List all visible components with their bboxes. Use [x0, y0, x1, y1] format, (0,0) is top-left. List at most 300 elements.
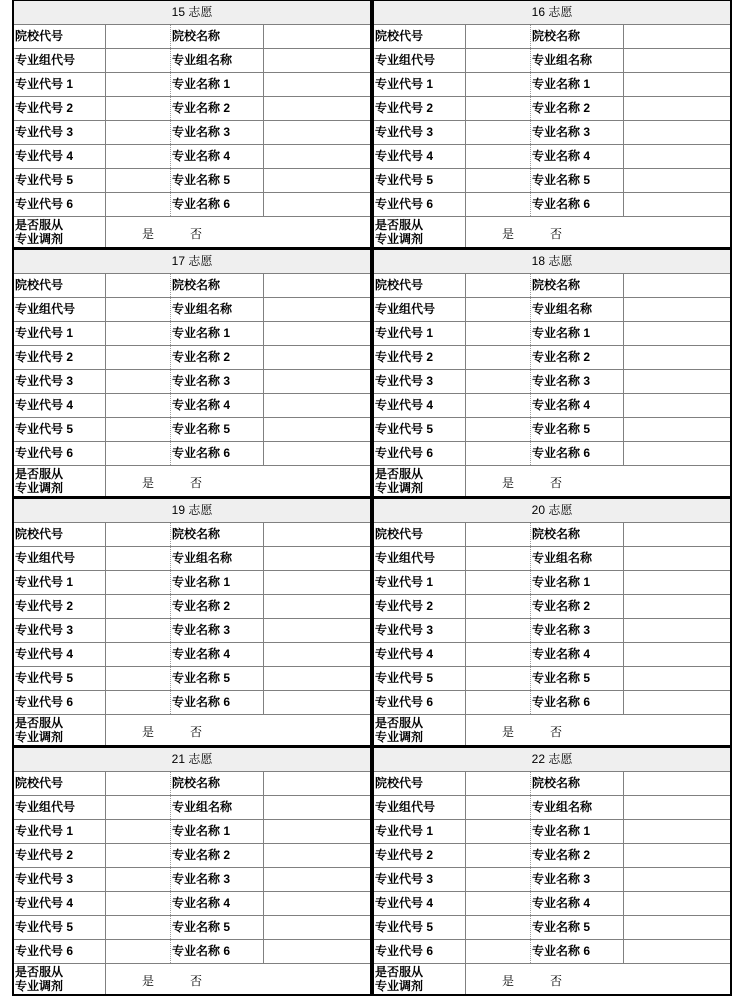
- name-input-cell[interactable]: [624, 643, 730, 666]
- code-input-cell[interactable]: [466, 667, 531, 690]
- code-input-cell[interactable]: [466, 322, 531, 345]
- field-label: 专业代号 3: [374, 370, 466, 393]
- name-input-cell[interactable]: [264, 418, 370, 441]
- name-input-cell[interactable]: [624, 322, 730, 345]
- field-label: 专业代号 2: [14, 97, 106, 120]
- code-input-cell[interactable]: [106, 394, 171, 417]
- field-label: 专业代号 3: [14, 370, 106, 393]
- adjust-yes-option[interactable]: 是: [502, 227, 515, 241]
- name-input-cell[interactable]: [624, 547, 730, 570]
- field-label: 专业代号 4: [14, 643, 106, 666]
- adjustment-row: [374, 715, 730, 745]
- code-input-cell[interactable]: [466, 169, 531, 192]
- code-input-cell[interactable]: [466, 346, 531, 369]
- code-input-cell[interactable]: [466, 619, 531, 642]
- major-row: [14, 97, 370, 121]
- code-input-cell[interactable]: [466, 796, 531, 819]
- volunteer-block: [372, 0, 732, 249]
- code-input-cell[interactable]: [466, 691, 531, 714]
- name-input-cell[interactable]: [624, 298, 730, 321]
- field-label: 专业名称 6: [171, 940, 264, 963]
- name-input-cell[interactable]: [624, 73, 730, 96]
- field-label: 院校名称: [171, 523, 264, 546]
- name-input-cell[interactable]: [624, 121, 730, 144]
- adjust-no-option[interactable]: 否: [550, 974, 563, 988]
- code-input-cell[interactable]: [106, 547, 171, 570]
- field-label: 院校代号: [374, 772, 466, 795]
- code-input-cell[interactable]: [106, 772, 171, 795]
- field-label: 专业组名称: [531, 49, 624, 72]
- name-input-cell[interactable]: [624, 394, 730, 417]
- code-input-cell[interactable]: [466, 370, 531, 393]
- field-label: 专业名称 4: [531, 394, 624, 417]
- name-input-cell[interactable]: [264, 940, 370, 963]
- code-input-cell[interactable]: [466, 940, 531, 963]
- field-label: 专业代号 3: [374, 868, 466, 891]
- adjust-yes-option[interactable]: 是: [142, 974, 155, 988]
- name-input-cell[interactable]: [624, 667, 730, 690]
- code-input-cell[interactable]: [106, 49, 171, 72]
- code-input-cell[interactable]: [466, 298, 531, 321]
- name-input-cell[interactable]: [264, 772, 370, 795]
- code-input-cell[interactable]: [106, 97, 171, 120]
- name-input-cell[interactable]: [264, 892, 370, 915]
- code-input-cell[interactable]: [106, 193, 171, 216]
- group-row: [374, 298, 730, 322]
- field-label: 专业名称 4: [171, 145, 264, 168]
- code-input-cell[interactable]: [106, 643, 171, 666]
- field-label: 专业代号 4: [14, 145, 106, 168]
- volunteer-block: [372, 747, 732, 996]
- code-input-cell[interactable]: [466, 820, 531, 843]
- field-label: 专业名称 5: [171, 916, 264, 939]
- field-label: 专业代号 2: [374, 844, 466, 867]
- field-label: 专业代号 5: [14, 667, 106, 690]
- field-label: 专业代号 3: [374, 619, 466, 642]
- field-label: 专业代号 6: [14, 442, 106, 465]
- code-input-cell[interactable]: [106, 868, 171, 891]
- volunteer-block-title: 22 志愿: [374, 747, 730, 772]
- name-input-cell[interactable]: [624, 97, 730, 120]
- adjustment-label: 是否服从 专业调剂: [14, 715, 106, 745]
- name-input-cell[interactable]: [624, 523, 730, 546]
- code-input-cell[interactable]: [106, 418, 171, 441]
- field-label: 专业名称 5: [531, 667, 624, 690]
- name-input-cell[interactable]: [624, 145, 730, 168]
- major-row: [14, 595, 370, 619]
- code-input-cell[interactable]: [106, 691, 171, 714]
- field-label: 专业名称 3: [531, 868, 624, 891]
- name-input-cell[interactable]: [624, 571, 730, 594]
- code-input-cell[interactable]: [106, 145, 171, 168]
- field-label: 专业名称 4: [531, 145, 624, 168]
- major-row: [14, 169, 370, 193]
- code-input-cell[interactable]: [106, 916, 171, 939]
- adjust-yes-option[interactable]: 是: [502, 476, 515, 490]
- code-input-cell[interactable]: [106, 940, 171, 963]
- major-row: [14, 916, 370, 940]
- name-input-cell[interactable]: [624, 772, 730, 795]
- field-label: 专业代号 5: [374, 667, 466, 690]
- field-label: 专业组代号: [14, 298, 106, 321]
- code-input-cell[interactable]: [466, 868, 531, 891]
- field-label: 院校名称: [171, 25, 264, 48]
- name-input-cell[interactable]: [264, 49, 370, 72]
- name-input-cell[interactable]: [264, 796, 370, 819]
- field-label: 专业代号 4: [14, 892, 106, 915]
- field-label: 专业名称 1: [171, 571, 264, 594]
- field-label: 专业名称 5: [171, 418, 264, 441]
- name-input-cell[interactable]: [624, 916, 730, 939]
- name-input-cell[interactable]: [624, 442, 730, 465]
- name-input-cell[interactable]: [264, 691, 370, 714]
- code-input-cell[interactable]: [106, 322, 171, 345]
- code-input-cell[interactable]: [466, 418, 531, 441]
- field-label: 专业名称 2: [171, 844, 264, 867]
- name-input-cell[interactable]: [264, 916, 370, 939]
- adjust-yes-option[interactable]: 是: [502, 725, 515, 739]
- volunteer-form-sheet: [12, 0, 732, 996]
- name-input-cell[interactable]: [624, 49, 730, 72]
- code-input-cell[interactable]: [106, 820, 171, 843]
- field-label: 专业名称 1: [171, 322, 264, 345]
- field-label: 专业名称 5: [531, 418, 624, 441]
- name-input-cell[interactable]: [624, 418, 730, 441]
- field-label: 专业组名称: [531, 547, 624, 570]
- major-row: [374, 370, 730, 394]
- adjustment-label: 是否服从 专业调剂: [374, 217, 466, 247]
- major-row: [374, 868, 730, 892]
- adjust-yes-option[interactable]: 是: [502, 974, 515, 988]
- field-label: 专业代号 1: [14, 322, 106, 345]
- field-label: 专业组代号: [374, 49, 466, 72]
- name-input-cell[interactable]: [624, 346, 730, 369]
- code-input-cell[interactable]: [466, 595, 531, 618]
- major-row: [374, 667, 730, 691]
- field-label: 专业名称 3: [171, 370, 264, 393]
- code-input-cell[interactable]: [466, 442, 531, 465]
- volunteer-block-title: 18 志愿: [374, 249, 730, 274]
- field-label: 专业代号 5: [374, 418, 466, 441]
- name-input-cell[interactable]: [264, 820, 370, 843]
- code-input-cell[interactable]: [106, 442, 171, 465]
- code-input-cell[interactable]: [466, 73, 531, 96]
- field-label: 专业名称 6: [531, 193, 624, 216]
- field-label: 专业名称 6: [171, 691, 264, 714]
- code-input-cell[interactable]: [466, 571, 531, 594]
- adjustment-label: 是否服从 专业调剂: [14, 466, 106, 496]
- adjustment-row: [374, 466, 730, 496]
- code-input-cell[interactable]: [106, 844, 171, 867]
- code-input-cell[interactable]: [466, 97, 531, 120]
- field-label: 专业名称 1: [531, 571, 624, 594]
- field-label: 专业名称 5: [531, 916, 624, 939]
- field-label: 专业名称 6: [171, 193, 264, 216]
- code-input-cell[interactable]: [466, 523, 531, 546]
- code-input-cell[interactable]: [466, 121, 531, 144]
- name-input-cell[interactable]: [264, 322, 370, 345]
- field-label: 院校代号: [14, 25, 106, 48]
- adjustment-options: [106, 715, 370, 745]
- name-input-cell[interactable]: [264, 547, 370, 570]
- major-row: [374, 442, 730, 466]
- name-input-cell[interactable]: [264, 643, 370, 666]
- adjustment-row: [14, 715, 370, 745]
- field-label: 专业代号 3: [374, 121, 466, 144]
- name-input-cell[interactable]: [624, 274, 730, 297]
- adjust-yes-option[interactable]: 是: [142, 476, 155, 490]
- field-label: 专业名称 1: [531, 322, 624, 345]
- field-label: 专业代号 1: [14, 571, 106, 594]
- code-input-cell[interactable]: [106, 346, 171, 369]
- code-input-cell[interactable]: [106, 73, 171, 96]
- major-row: [14, 844, 370, 868]
- adjustment-options: [466, 217, 730, 247]
- field-label: 专业名称 2: [531, 97, 624, 120]
- name-input-cell[interactable]: [264, 193, 370, 216]
- field-label: 专业代号 3: [14, 868, 106, 891]
- adjust-no-option[interactable]: 否: [550, 725, 563, 739]
- name-input-cell[interactable]: [264, 274, 370, 297]
- code-input-cell[interactable]: [466, 916, 531, 939]
- group-row: [14, 49, 370, 73]
- name-input-cell[interactable]: [624, 868, 730, 891]
- name-input-cell[interactable]: [264, 523, 370, 546]
- field-label: 专业代号 6: [374, 193, 466, 216]
- name-input-cell[interactable]: [264, 25, 370, 48]
- major-row: [374, 691, 730, 715]
- volunteer-block-title: 19 志愿: [14, 498, 370, 523]
- field-label: 专业名称 5: [531, 169, 624, 192]
- name-input-cell[interactable]: [264, 442, 370, 465]
- name-input-cell[interactable]: [264, 73, 370, 96]
- field-label: 专业代号 5: [14, 916, 106, 939]
- name-input-cell[interactable]: [264, 298, 370, 321]
- field-label: 院校名称: [531, 25, 624, 48]
- field-label: 专业代号 4: [374, 394, 466, 417]
- field-label: 专业名称 1: [531, 820, 624, 843]
- code-input-cell[interactable]: [466, 25, 531, 48]
- field-label: 专业组名称: [531, 796, 624, 819]
- major-row: [374, 394, 730, 418]
- major-row: [374, 121, 730, 145]
- code-input-cell[interactable]: [466, 643, 531, 666]
- field-label: 专业名称 2: [171, 97, 264, 120]
- volunteer-block: [12, 498, 372, 747]
- field-label: 专业名称 6: [531, 940, 624, 963]
- field-label: 专业代号 5: [14, 418, 106, 441]
- code-input-cell[interactable]: [466, 193, 531, 216]
- major-row: [374, 169, 730, 193]
- name-input-cell[interactable]: [624, 25, 730, 48]
- name-input-cell[interactable]: [624, 370, 730, 393]
- school-row: [374, 523, 730, 547]
- adjust-no-option[interactable]: 否: [190, 974, 203, 988]
- code-input-cell[interactable]: [106, 274, 171, 297]
- code-input-cell[interactable]: [106, 523, 171, 546]
- field-label: 专业名称 1: [171, 820, 264, 843]
- major-row: [14, 322, 370, 346]
- field-label: 专业组名称: [171, 796, 264, 819]
- field-label: 院校代号: [374, 523, 466, 546]
- adjustment-label: 是否服从 专业调剂: [374, 715, 466, 745]
- code-input-cell[interactable]: [106, 796, 171, 819]
- adjust-no-option[interactable]: 否: [190, 725, 203, 739]
- major-row: [374, 322, 730, 346]
- major-row: [14, 145, 370, 169]
- volunteer-block: [12, 249, 372, 498]
- major-row: [14, 868, 370, 892]
- field-label: 专业代号 4: [374, 145, 466, 168]
- code-input-cell[interactable]: [106, 25, 171, 48]
- name-input-cell[interactable]: [624, 844, 730, 867]
- field-label: 专业代号 1: [374, 820, 466, 843]
- name-input-cell[interactable]: [264, 595, 370, 618]
- major-row: [374, 193, 730, 217]
- major-row: [374, 619, 730, 643]
- field-label: 院校代号: [14, 772, 106, 795]
- field-label: 专业名称 2: [531, 844, 624, 867]
- code-input-cell[interactable]: [106, 571, 171, 594]
- adjust-yes-option[interactable]: 是: [142, 725, 155, 739]
- field-label: 专业代号 4: [14, 394, 106, 417]
- major-row: [374, 892, 730, 916]
- field-label: 专业代号 1: [14, 73, 106, 96]
- name-input-cell[interactable]: [264, 145, 370, 168]
- name-input-cell[interactable]: [264, 97, 370, 120]
- major-row: [14, 193, 370, 217]
- code-input-cell[interactable]: [106, 619, 171, 642]
- code-input-cell[interactable]: [106, 169, 171, 192]
- code-input-cell[interactable]: [466, 49, 531, 72]
- name-input-cell[interactable]: [264, 394, 370, 417]
- adjust-no-option[interactable]: 否: [190, 476, 203, 490]
- code-input-cell[interactable]: [466, 844, 531, 867]
- adjustment-label: 是否服从 专业调剂: [14, 217, 106, 247]
- field-label: 专业名称 3: [171, 121, 264, 144]
- adjustment-options: [106, 217, 370, 247]
- group-row: [374, 796, 730, 820]
- name-input-cell[interactable]: [624, 691, 730, 714]
- name-input-cell[interactable]: [264, 868, 370, 891]
- name-input-cell[interactable]: [624, 193, 730, 216]
- field-label: 专业组名称: [171, 49, 264, 72]
- field-label: 专业代号 3: [14, 619, 106, 642]
- name-input-cell[interactable]: [624, 820, 730, 843]
- field-label: 专业名称 2: [171, 595, 264, 618]
- field-label: 专业名称 2: [531, 595, 624, 618]
- major-row: [14, 820, 370, 844]
- adjustment-label: 是否服从 专业调剂: [14, 964, 106, 994]
- code-input-cell[interactable]: [466, 892, 531, 915]
- code-input-cell[interactable]: [106, 667, 171, 690]
- field-label: 专业组名称: [171, 547, 264, 570]
- name-input-cell[interactable]: [264, 844, 370, 867]
- field-label: 专业名称 5: [171, 667, 264, 690]
- field-label: 院校名称: [171, 274, 264, 297]
- field-label: 专业名称 2: [171, 346, 264, 369]
- field-label: 院校代号: [14, 523, 106, 546]
- code-input-cell[interactable]: [106, 370, 171, 393]
- field-label: 专业名称 6: [531, 691, 624, 714]
- major-row: [14, 442, 370, 466]
- field-label: 专业名称 6: [531, 442, 624, 465]
- field-label: 专业代号 1: [374, 73, 466, 96]
- adjustment-label: 是否服从 专业调剂: [374, 466, 466, 496]
- adjust-no-option[interactable]: 否: [550, 476, 563, 490]
- field-label: 专业代号 2: [14, 844, 106, 867]
- field-label: 专业名称 4: [171, 643, 264, 666]
- field-label: 专业组代号: [14, 796, 106, 819]
- group-row: [374, 49, 730, 73]
- field-label: 专业名称 3: [531, 619, 624, 642]
- field-label: 专业代号 6: [14, 691, 106, 714]
- name-input-cell[interactable]: [264, 571, 370, 594]
- name-input-cell[interactable]: [264, 667, 370, 690]
- field-label: 专业代号 6: [14, 193, 106, 216]
- name-input-cell[interactable]: [624, 940, 730, 963]
- field-label: 院校名称: [171, 772, 264, 795]
- adjustment-row: [14, 217, 370, 247]
- adjustment-row: [374, 217, 730, 247]
- field-label: 专业代号 2: [374, 97, 466, 120]
- code-input-cell[interactable]: [466, 547, 531, 570]
- major-row: [374, 145, 730, 169]
- volunteer-grid: [12, 0, 732, 996]
- code-input-cell[interactable]: [106, 298, 171, 321]
- major-row: [374, 97, 730, 121]
- adjust-yes-option[interactable]: 是: [142, 227, 155, 241]
- name-input-cell[interactable]: [264, 370, 370, 393]
- code-input-cell[interactable]: [466, 394, 531, 417]
- name-input-cell[interactable]: [624, 796, 730, 819]
- code-input-cell[interactable]: [106, 595, 171, 618]
- adjustment-options: [466, 715, 730, 745]
- code-input-cell[interactable]: [466, 274, 531, 297]
- code-input-cell[interactable]: [106, 892, 171, 915]
- adjust-no-option[interactable]: 否: [190, 227, 203, 241]
- volunteer-block: [372, 249, 732, 498]
- field-label: 专业名称 3: [171, 868, 264, 891]
- major-row: [14, 940, 370, 964]
- adjustment-options: [106, 466, 370, 496]
- code-input-cell[interactable]: [466, 145, 531, 168]
- code-input-cell[interactable]: [466, 772, 531, 795]
- name-input-cell[interactable]: [264, 346, 370, 369]
- name-input-cell[interactable]: [264, 619, 370, 642]
- field-label: 专业名称 4: [171, 394, 264, 417]
- group-row: [374, 547, 730, 571]
- name-input-cell[interactable]: [264, 169, 370, 192]
- field-label: 专业代号 5: [14, 169, 106, 192]
- adjust-no-option[interactable]: 否: [550, 227, 563, 241]
- field-label: 专业代号 2: [374, 346, 466, 369]
- name-input-cell[interactable]: [264, 121, 370, 144]
- volunteer-block-title: 21 志愿: [14, 747, 370, 772]
- volunteer-block-title: 16 志愿: [374, 0, 730, 25]
- field-label: 专业代号 2: [374, 595, 466, 618]
- field-label: 专业组名称: [531, 298, 624, 321]
- major-row: [14, 667, 370, 691]
- code-input-cell[interactable]: [106, 121, 171, 144]
- name-input-cell[interactable]: [624, 169, 730, 192]
- name-input-cell[interactable]: [624, 619, 730, 642]
- name-input-cell[interactable]: [624, 892, 730, 915]
- major-row: [374, 844, 730, 868]
- name-input-cell[interactable]: [624, 595, 730, 618]
- group-row: [14, 796, 370, 820]
- volunteer-block: [12, 747, 372, 996]
